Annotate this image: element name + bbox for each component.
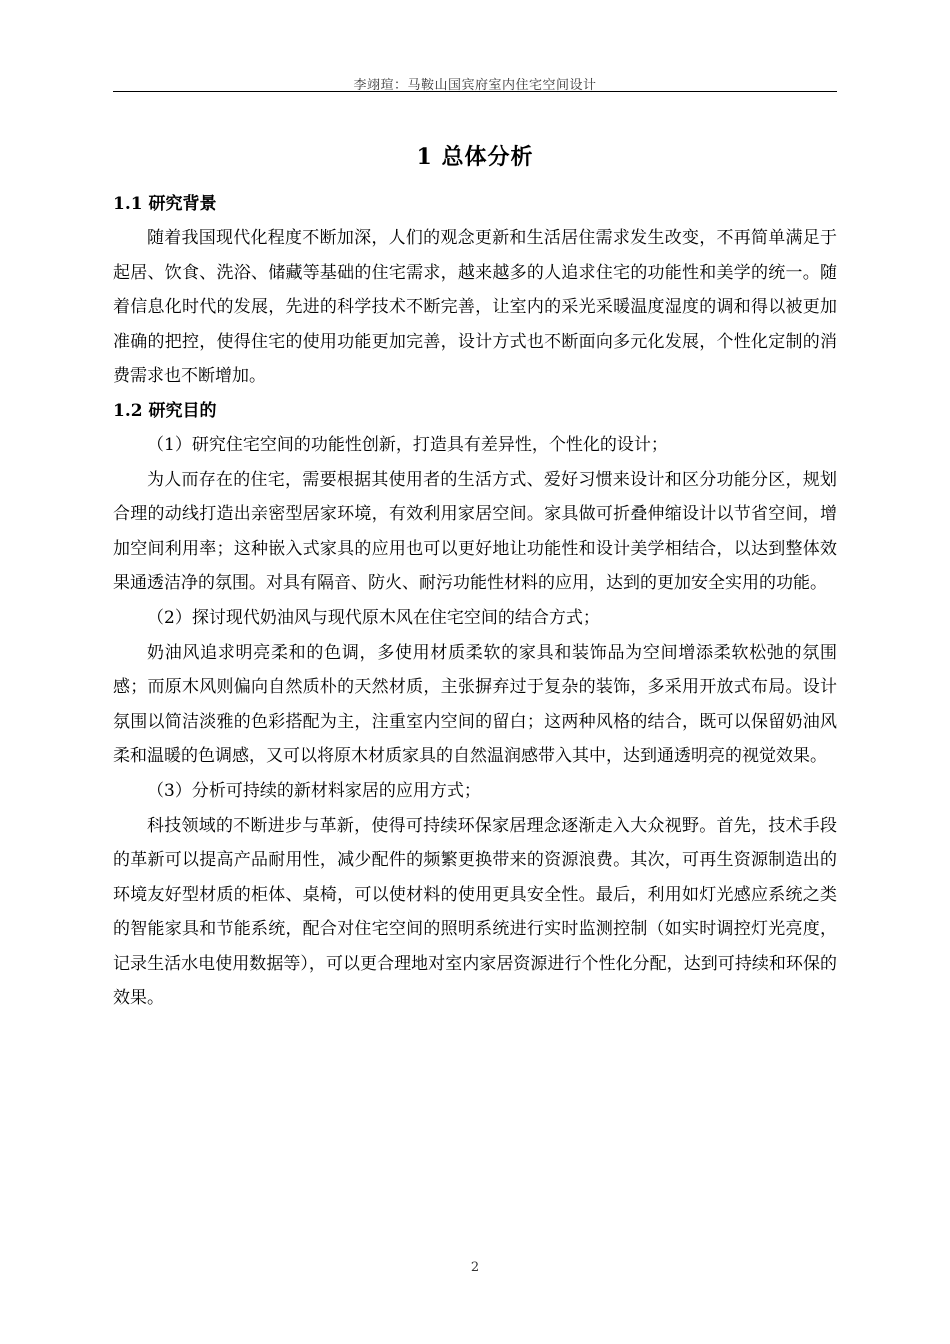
section-heading-purpose: 1.2 研究目的 xyxy=(113,400,217,421)
chapter-title: 1 总体分析 xyxy=(416,144,534,170)
running-header: 李翊瑄：马鞍山国宾府室内住宅空间设计 xyxy=(353,78,597,93)
purpose-item-1-text: 为人而存在的住宅，需要根据其使用者的生活方式、爱好习惯来设计和区分功能分区，规划合理的动线打造出亲密型居家环境，有效利用家居空间。家具做可折叠伸缩设计以节省空间，增加空间利用率；这种嵌入式家具的应用也可以更好地让功能性和设计美学相结合，以达到整体效果通透洁净的氛围。对具有隔音、防火、耐污功能性材料的应用，达到的更加安全实用的功能。 xyxy=(113,469,837,594)
background-paragraph: 随着我国现代化程度不断加深，人们的观念更新和生活居住需求发生改变，不再简单满足于起居、饮食、洗浴、储藏等基础的住宅需求，越来越多的人追求住宅的功能性和美学的统一。随着信息化时代的发展，先进的科学技术不断完善，让室内的采光采暖温度湿度的调和得以被更加准确的把控，使得住宅的使用功能更加完善，设计方式也不断面向多元化发展，个性化定制的消费需求也不断增加。 xyxy=(113,228,837,387)
purpose-item-3-label: （3）分析可持续的新材料家居的应用方式； xyxy=(147,780,481,801)
purpose-item-3-text: 科技领域的不断进步与革新，使得可持续环保家居理念逐渐走入大众视野。首先，技术手段的革新可以提高产品耐用性，减少配件的频繁更换带来的资源浪费。其次，可再生资源制造出的环境友好型材质的柜体、桌椅，可以使材料的使用更具安全性。最后，利用如灯光感应系统之类的智能家具和节能系统，配合对住宅空间的照明系统进行实时监测控制（如实时调控灯光亮度，记录生活水电使用数据等），可以更合理地对室内家居资源进行个性化分配，达到可持续和环保的效果。 xyxy=(113,815,837,1009)
page-number: 2 xyxy=(470,1260,480,1275)
header-rule xyxy=(113,91,837,92)
purpose-item-2-label: （2）探讨现代奶油风与现代原木风在住宅空间的结合方式； xyxy=(147,607,600,628)
purpose-item-1-label: （1）研究住宅空间的功能性创新，打造具有差异性，个性化的设计； xyxy=(147,434,668,455)
purpose-item-2-text: 奶油风追求明亮柔和的色调，多使用材质柔软的家具和装饰品为空间增添柔软松弛的氛围感；而原木风则偏向自然质朴的天然材质，主张摒弃过于复杂的装饰，多采用开放式布局。设计氛围以简洁淡雅的色彩搭配为主，注重室内空间的留白；这两种风格的结合，既可以保留奶油风柔和温暖的色调感，又可以将原木材质家具的自然温润感带入其中，达到通透明亮的视觉效果。 xyxy=(113,642,837,767)
section-heading-background: 1.1 研究背景 xyxy=(113,194,217,214)
body-content xyxy=(113,187,837,1016)
